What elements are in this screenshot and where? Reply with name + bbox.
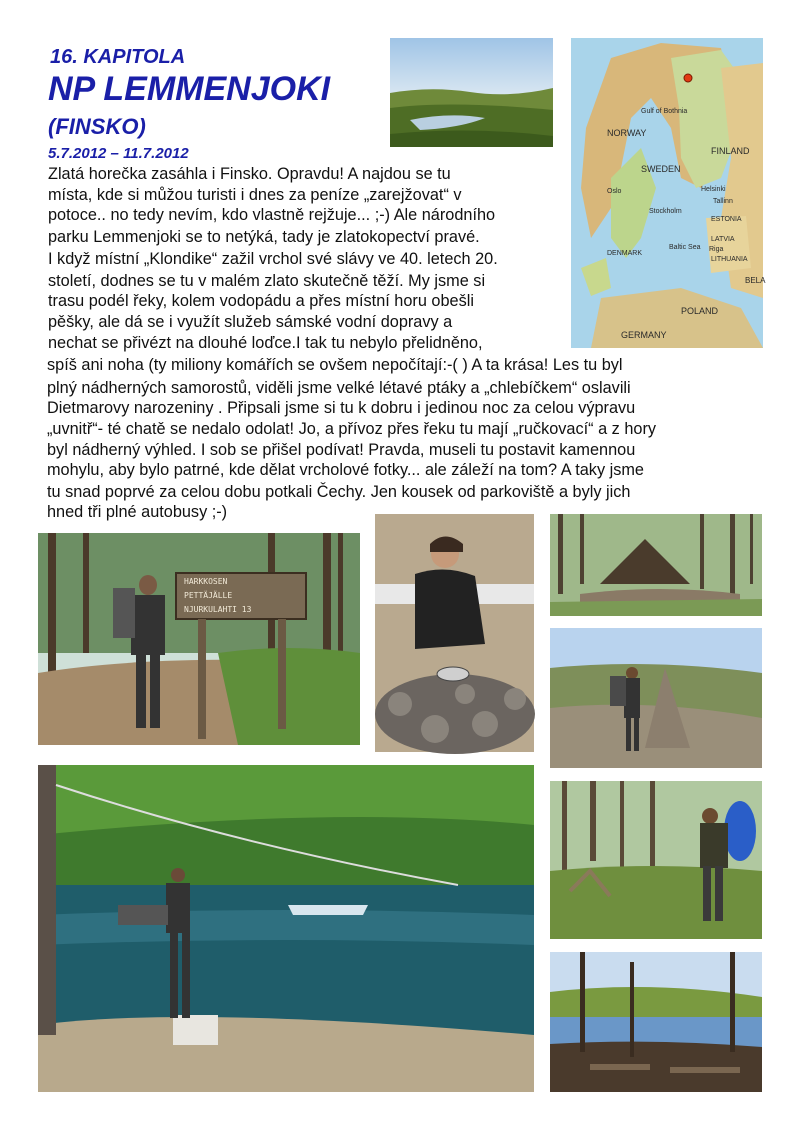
hiker-at-signpost-photo (38, 533, 360, 745)
body-text-line: „uvnitř“- té chatě se nedalo odolat! Jo, a přívoz přes řeku tu mají „ručkovací“ a z hory (47, 420, 657, 438)
date-range: 5.7.2012 – 11.7.2012 (48, 145, 189, 162)
body-text-line: hned tři plné autobusy ;-) (47, 503, 228, 521)
landscape-photo (390, 38, 553, 147)
map-label: Oslo (607, 188, 622, 195)
body-text-line: místa, kde si můžou turisti i dnes za peníze „zarejžovat“ v (48, 186, 462, 204)
body-text-line: tu snad poprvé za celou dobu potkali Čechy. Jen kousek od parkoviště a byly jich (47, 483, 631, 501)
body-text-line: parku Lemmenjoki se to netýká, tady je zlatokopectví pravé. (48, 228, 480, 246)
body-text-line: nechat se přivézt na dlouhé loďce.I tak tu nebylo přelidněno, (48, 334, 483, 352)
lake-campsite-photo (550, 952, 762, 1092)
body-text-line: mohylu, aby bylo patrné, kde dělat vrcholové fotky... ale záleží na tom? A taky jsme (47, 461, 644, 479)
body-text-line: I když místní „Klondike“ zažil vrchol své slávy ve 40. letech 20. (48, 250, 498, 268)
map-label: Gulf of Bothnia (641, 108, 688, 115)
map-label: Stockholm (649, 208, 682, 215)
body-text-line: pěšky, ale dá se i využít služeb sámské vodní dopravy a (48, 313, 453, 331)
map-label: NORWAY (607, 128, 647, 138)
page-title: NP LEMMENJOKI (48, 70, 331, 108)
body-text-line: trasu podél řeky, kolem vodopádu a přes místní horu obešli (48, 292, 474, 310)
forest-hut-photo (550, 514, 762, 616)
map-label: LITHUANIA (711, 256, 748, 263)
sign-text-line: HARKKOSEN (184, 577, 228, 586)
body-text-line: potoce.. no tedy nevím, kdo vlastně rejžuje... ;-) Ale národního (48, 206, 496, 224)
body-text-line: Dietmarovy narozeniny . Připsali jsme si tu k dobru i jedinou noc za celou výpravu (47, 399, 636, 417)
map-label: Tallinn (713, 198, 733, 205)
map-label: GERMANY (621, 330, 667, 340)
map-label: Baltic Sea (669, 244, 701, 251)
map-label: BELA (745, 276, 766, 285)
page-subtitle: (FINSKO) (48, 114, 146, 139)
map-label: Riga (709, 246, 724, 253)
map-label: POLAND (681, 306, 719, 316)
body-text-line: byl nádherný výhled. I sob se přišel podívat! Pravda, museli tu postavit kamennou (47, 441, 636, 459)
chapter-label: 16. KAPITOLA (50, 46, 186, 68)
sign-text-line: PETTÄJÄLLE (184, 591, 233, 600)
body-text-line: spíš ani noha (ty miliony komářích se ovšem nepočítají:-( ) A ta krása! Les tu byl (47, 356, 623, 374)
body-text-line: století, dodnes se tu v malém zlato skutečně těží. My jsme si (48, 272, 486, 290)
river-ferry-photo (38, 765, 534, 1092)
sign-text-line: NJURKULAHTI 13 (184, 605, 252, 614)
body-text-line: Zlatá horečka zasáhla i Finsko. Opravdu! A najdou se tu (48, 165, 451, 183)
body-text-line: plný nádherných samorostů, viděli jsme velké létavé ptáky a „chlebíčkem“ oslavili (47, 379, 631, 397)
map-label: LATVIA (711, 236, 735, 243)
map-of-scandinavia (571, 38, 766, 348)
map-label: ESTONIA (711, 216, 742, 223)
map-label: DENMARK (607, 250, 643, 257)
hiker-in-forest-photo (550, 781, 762, 939)
map-label: FINLAND (711, 146, 750, 156)
cooking-at-fire-photo (375, 514, 534, 752)
map-label: Helsinki (701, 186, 726, 193)
cairn-on-hilltop-photo (550, 628, 762, 768)
map-label: SWEDEN (641, 164, 681, 174)
